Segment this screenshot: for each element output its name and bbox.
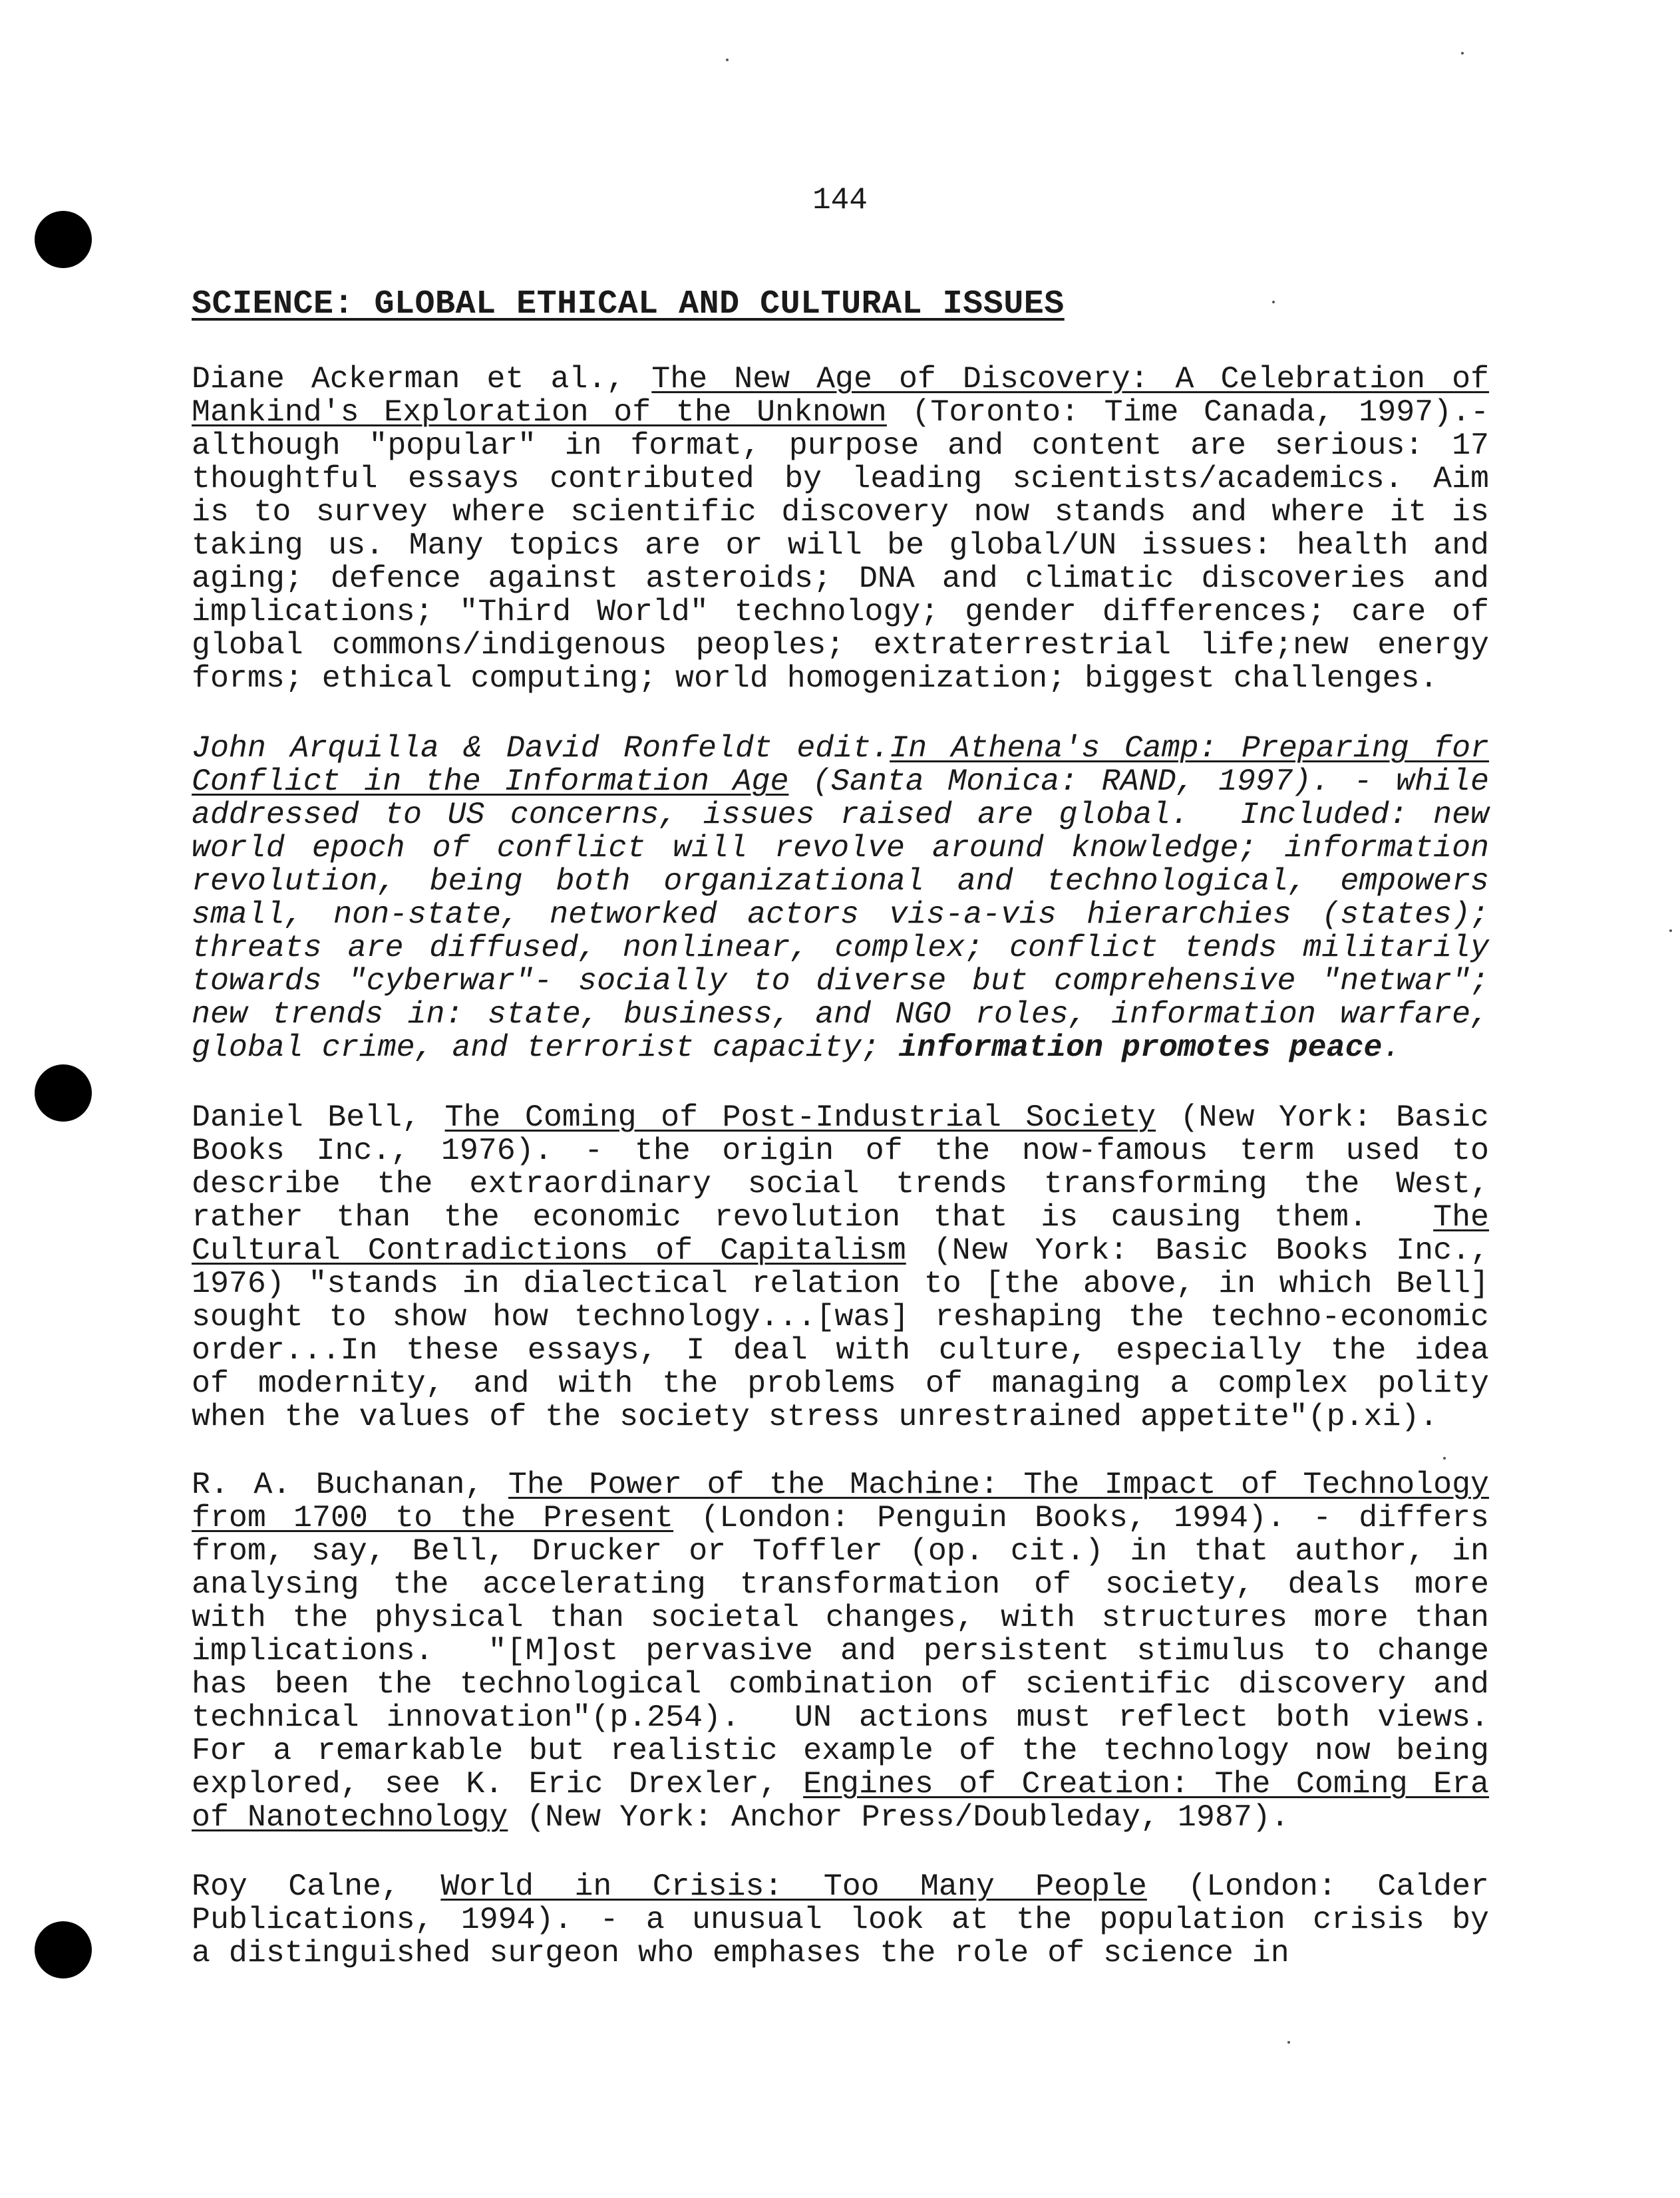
- entry-text: 1976) "stands in dialectical relation to [the above, in which Bell]: [192, 1266, 1489, 1301]
- entry-text: of modernity, and with the problems of managing a complex polity: [192, 1366, 1489, 1401]
- entry-text: implications. "[M]ost pervasive and persistent stimulus to change: [192, 1633, 1489, 1668]
- entry-line: [192, 1870, 1489, 1903]
- entry-text: aging; defence against asteroids; DNA and climatic discoveries and: [192, 561, 1489, 596]
- entry-line: [192, 1734, 1489, 1768]
- entry-line: [192, 765, 1489, 798]
- entry-text: R. A. Buchanan,: [192, 1467, 508, 1502]
- bibliography-entry-buchanan: [192, 1468, 1489, 1834]
- entry-text: from, say, Bell, Drucker or Toffler (op. cit.) in that author, in: [192, 1533, 1489, 1569]
- entry-line: [192, 1635, 1489, 1668]
- entry-text: (London: Calder: [1146, 1869, 1489, 1904]
- entry-text: thoughtful essays contributed by leading scientists/academics. Aim: [192, 461, 1489, 496]
- entry-text: For a remarkable but realistic example of the technology now being: [192, 1733, 1489, 1768]
- entry-line: [192, 1400, 1489, 1434]
- entry-line: [192, 1031, 1489, 1064]
- binder-hole-top: [35, 211, 92, 268]
- book-title: The Coming of Post-Industrial Society: [444, 1100, 1156, 1135]
- entry-line: [192, 732, 1489, 765]
- entry-text: is to survey where scientific discovery now stands and where it is: [192, 494, 1489, 530]
- entry-text: (Toronto: Time Canada, 1997).-: [886, 394, 1489, 430]
- entry-text: (New York: Anchor Press/Doubleday, 1987).: [508, 1800, 1289, 1835]
- entry-text: rather than the economic revolution that is causing them.: [192, 1199, 1434, 1235]
- emphasis-text: information promotes peace: [898, 1030, 1383, 1065]
- entry-text: order...In these essays, I deal with culture, especially the idea: [192, 1333, 1489, 1368]
- entry-line: [192, 429, 1489, 462]
- entry-line: [192, 363, 1489, 396]
- entry-line: [192, 595, 1489, 629]
- book-title: of Nanotechnology: [192, 1800, 508, 1835]
- entry-line: [192, 1267, 1489, 1301]
- scan-speck: [1669, 929, 1672, 932]
- book-title: The New Age of Discovery: A Celebration of: [651, 361, 1489, 396]
- entry-text: explored, see K. Eric Drexler,: [192, 1766, 804, 1802]
- entry-line: [192, 396, 1489, 429]
- bibliography-entry-arquilla: [192, 732, 1489, 1064]
- entry-text: although "popular" in format, purpose and content are serious: 17: [192, 428, 1489, 463]
- entry-text: (London: Penguin Books, 1994). - differs: [673, 1500, 1489, 1535]
- entry-line: [192, 1168, 1489, 1201]
- book-title: The: [1433, 1199, 1489, 1235]
- entry-text: global crime, and terrorist capacity;: [192, 1030, 899, 1065]
- entry-text: a distinguished surgeon who emphases the role of science in: [192, 1935, 1289, 1970]
- entry-text: global commons/indigenous peoples; extraterrestrial life;new energy: [192, 627, 1489, 663]
- scan-speck: [726, 59, 729, 61]
- entry-text: Daniel Bell,: [192, 1100, 445, 1135]
- entry-text: threats are diffused, nonlinear, complex; conflict tends militarily: [192, 930, 1489, 965]
- entry-line: [192, 798, 1489, 832]
- scan-speck: [1443, 1457, 1446, 1460]
- entry-line: [192, 1101, 1489, 1134]
- bibliography-entry-bell: [192, 1101, 1489, 1434]
- book-title: World in Crisis: Too Many People: [440, 1869, 1147, 1904]
- bibliography-entry-ackerman: [192, 363, 1489, 695]
- scan-speck: [1287, 2041, 1290, 2044]
- entry-text: .: [1382, 1030, 1401, 1065]
- entry-line: [192, 998, 1489, 1031]
- entry-line: [192, 462, 1489, 496]
- entry-text: when the values of the society stress unrestrained appetite"(p.xi).: [192, 1399, 1438, 1434]
- entry-text: analysing the accelerating transformation of society, deals more: [192, 1567, 1489, 1602]
- entry-line: [192, 1937, 1489, 1970]
- book-title: Conflict in the Information Age: [192, 764, 789, 799]
- book-title: Cultural Contradictions of Capitalism: [192, 1233, 906, 1268]
- entry-text: Books Inc., 1976). - the origin of the now-famous term used to: [192, 1133, 1489, 1168]
- binder-hole-middle: [35, 1064, 92, 1122]
- entry-line: [192, 1801, 1489, 1834]
- entry-line: [192, 1535, 1489, 1568]
- section-title: SCIENCE: GLOBAL ETHICAL AND CULTURAL ISSUES: [192, 285, 1065, 323]
- entry-text: Publications, 1994). - a unusual look at the population crisis by: [192, 1902, 1489, 1937]
- entry-text: describe the extraordinary social trends transforming the West,: [192, 1166, 1489, 1201]
- entry-line: [192, 1701, 1489, 1734]
- entry-line: [192, 898, 1489, 931]
- entry-line: [192, 1601, 1489, 1635]
- book-title: In Athena's Camp: Preparing for: [890, 730, 1489, 766]
- book-title: The Power of the Machine: The Impact of Technology: [508, 1467, 1490, 1502]
- entry-text: with the physical than societal changes, with structures more than: [192, 1600, 1489, 1635]
- page-number: 144: [812, 183, 868, 218]
- entry-line: [192, 1367, 1489, 1400]
- bibliography-entry-calne: [192, 1870, 1489, 1970]
- entry-line: [192, 1301, 1489, 1334]
- entry-line: [192, 1668, 1489, 1701]
- entry-line: [192, 1134, 1489, 1168]
- entry-line: [192, 1768, 1489, 1801]
- entry-line: [192, 1334, 1489, 1367]
- entry-text: revolution, being both organizational and technological, empowers: [192, 864, 1489, 899]
- entry-text: sought to show how technology...[was] reshaping the techno-economic: [192, 1299, 1489, 1334]
- book-title: Engines of Creation: The Coming Era: [803, 1766, 1489, 1802]
- entry-text: taking us. Many topics are or will be global/UN issues: health and: [192, 528, 1489, 563]
- entry-text: towards "cyberwar"- socially to diverse but comprehensive "netwar";: [192, 963, 1489, 999]
- book-title: from 1700 to the Present: [192, 1500, 674, 1535]
- entry-text: world epoch of conflict will revolve around knowledge; information: [192, 830, 1489, 865]
- entry-line: [192, 865, 1489, 898]
- entry-line: [192, 1234, 1489, 1267]
- entry-line: [192, 1903, 1489, 1937]
- entry-text: (Santa Monica: RAND, 1997). - while: [788, 764, 1489, 799]
- entry-text: implications; "Third World" technology; gender differences; care of: [192, 594, 1489, 629]
- entry-line: [192, 662, 1489, 695]
- entry-text: technical innovation"(p.254). UN actions must reflect both views.: [192, 1700, 1489, 1735]
- entry-line: [192, 496, 1489, 529]
- entry-line: [192, 832, 1489, 865]
- scan-speck: [1461, 52, 1464, 55]
- entry-text: John Arquilla & David Ronfeldt edit.: [192, 730, 890, 766]
- entry-text: small, non-state, networked actors vis-a-vis hierarchies (states);: [192, 897, 1489, 932]
- entry-text: addressed to US concerns, issues raised are global. Included: new: [192, 797, 1489, 832]
- entry-text: new trends in: state, business, and NGO roles, information warfare,: [192, 997, 1489, 1032]
- entry-line: [192, 1501, 1489, 1535]
- entry-line: [192, 1568, 1489, 1601]
- entry-text: (New York: Basic: [1156, 1100, 1489, 1135]
- entry-text: forms; ethical computing; world homogenization; biggest challenges.: [192, 661, 1438, 696]
- entry-line: [192, 562, 1489, 595]
- entry-line: [192, 931, 1489, 965]
- entry-line: [192, 965, 1489, 998]
- entry-line: [192, 629, 1489, 662]
- entry-text: has been the technological combination of scientific discovery and: [192, 1666, 1489, 1702]
- entry-line: [192, 1468, 1489, 1501]
- book-title: Mankind's Exploration of the Unknown: [192, 394, 887, 430]
- entry-line: [192, 1201, 1489, 1234]
- entry-text: Diane Ackerman et al.,: [192, 361, 652, 396]
- entry-line: [192, 529, 1489, 562]
- binder-hole-bottom: [35, 1921, 92, 1978]
- entry-text: (New York: Basic Books Inc.,: [906, 1233, 1489, 1268]
- entry-text: Roy Calne,: [192, 1869, 441, 1904]
